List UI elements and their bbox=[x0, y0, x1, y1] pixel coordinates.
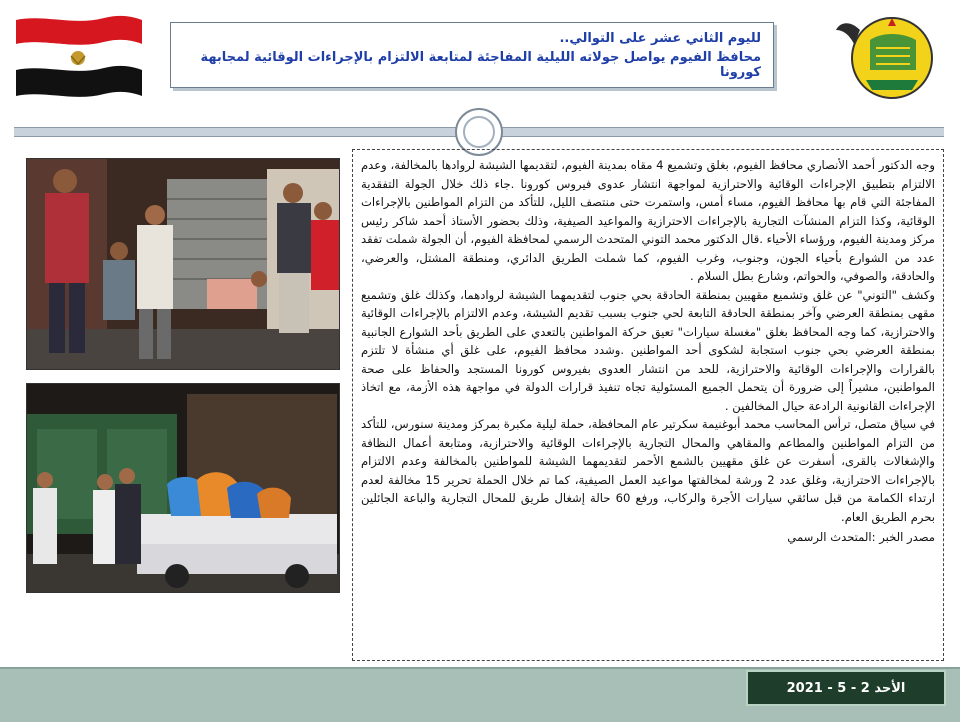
article-source: مصدر الخبر :المتحدث الرسمي bbox=[787, 530, 935, 544]
egypt-flag-icon bbox=[14, 12, 144, 104]
headline-kicker: لليوم الثاني عشر على التوالي.. bbox=[559, 30, 761, 46]
article-paragraph-2: وكشف "التوني" عن غلق وتشميع مقهيين بمنطقة الحادقة بحي جنوب لتقديمهما الشيشة لروادهما، وكذلك غلق وتشميع مقهى بمنطقة العرضي وآخر بمنطقة الحادقة التابعة لحي جنوب بسبب تقديم الشيشة، وعدم الالتزام بالإجراءات الوقائية والاحترازية، كما وجه المحافظ بغلق "مغسلة سيارات" تعيق حركة المواطنين بالتعدي على الطريق بأحد الشوارع الجانبية بمنطقة العرضي بحي جنوب استجابة لشكوى أحد المواطنين .وشدد محافظ الفيوم، على غلق أي منشأة لا تلتزم بالقرارات والإجراءات الوقائية والاحترازية، للحد من انتشار العدوى بفيروس كورونا المستجد والحفاظ على صحة المواطنين، مشيراً إلى ضرورة أن يتحمل الجميع المسئولية تجاه تنفيذ قرارات الدولة في مواجهة هذه الأزمة، مع اتخاذ الإجراءات القانونية الرادعة حيال المخالفين . bbox=[361, 287, 935, 413]
divider-ring-inner bbox=[463, 116, 495, 148]
headline-title: محافظ الفيوم يواصل جولاته الليلية المفاجئة لمتابعة الالتزام بالإجراءات الوقائية لمجابهة كورونا bbox=[200, 49, 761, 80]
photo-confiscated-chairs bbox=[26, 383, 340, 593]
photo-shop-inspection bbox=[26, 158, 340, 370]
publish-date: الأحد 2 - 5 - 2021 bbox=[746, 670, 946, 706]
article-paragraph-1: وجه الدكتور أحمد الأنصاري محافظ الفيوم، بغلق وتشميع 4 مقاه بمدينة الفيوم، لتقديمها الشيشة لروادها بالمخالفة، وعدم الالتزام بتطبيق الإجراءات الوقائية والاحترازية لمواجهة انتشار عدوى فيروس كورونا .جاء ذلك خلال الجولة التفقدية المفاجئة التي قام بها محافظ الفيوم، مساء أمس، واستمرت حتى منتصف الليل، للتأكد من التزام المواطنين بالإجراءات الوقائية، وكذا التزام المنشآت التجارية بالإجراءات الاحترازية والمواعيد الصيفية، وذلك بحضور الأستاذ أحمد شاكر رئيس مركز ومدينة الفيوم، ورؤساء الأحياء .قال الدكتور محمد التوني المتحدث الرسمي لمحافظة الفيوم، أن الجولة شملت تفقد عدد من الشوارع بأحياء الجون، وجنوب، وغرب الفيوم، كما شملت الطريق الدائري، ومنطقة المشتل، والعرضي، والحادقة، والصوفي، والحواتم، وشارع بطل السلام . bbox=[361, 158, 936, 283]
article-paragraph-3: في سياق متصل، ترأس المحاسب محمد أبوغنيمة سكرتير عام المحافظة، حملة ليلية مكبرة بمركز ومدينة سنورس، للتأكد من التزام المواطنين والمطاعم والمقاهي والمحال التجارية بالإجراءات الوقائية والاحترازية، ومتابعة أعمال النظافة والإشغالات بالقرى، أسفرت عن غلق مقهيين بالشمع الأحمر لتقديمهما الشيشة للمواطنين بالمخالفة وعدم الالتزام بالإجراءات الاحترازية، وغلق عدد 2 ورشة لمخالفتها مواعيد العمل الصيفية، كما تم خلال الحملة تحرير 15 مخالفة لعدم ارتداء الكمامة من قبل سائقي سيارات الأجرة والركاب، ورفع 60 حالة إشغال طريق للمحال التجارية والباعة الجائلين بحرم الطريق العام. bbox=[361, 417, 936, 524]
article-body bbox=[352, 149, 944, 661]
fayoum-governorate-logo-icon bbox=[830, 10, 948, 104]
headline-box bbox=[170, 22, 774, 88]
